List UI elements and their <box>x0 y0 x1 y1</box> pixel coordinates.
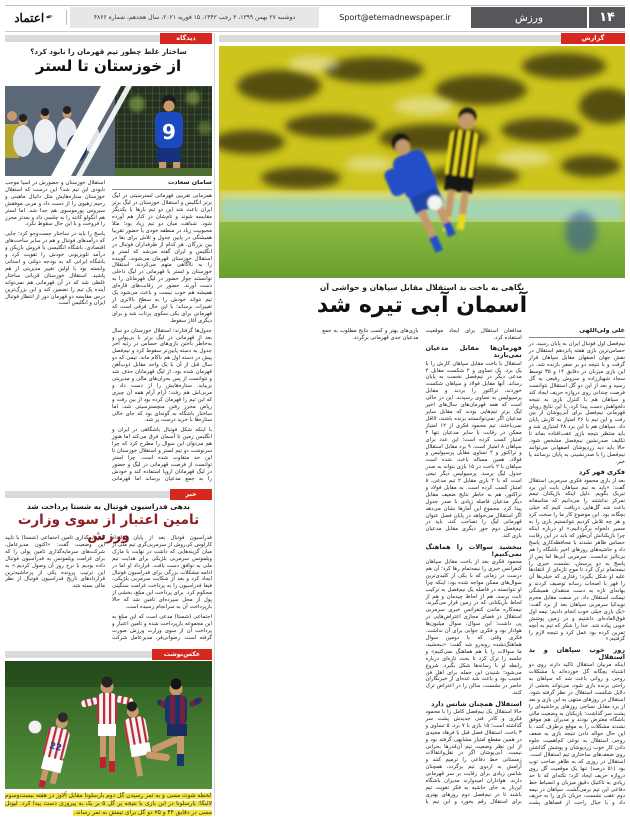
news-kicker: بدهی فدراسیون فوتبال به شستا پرداخت شد <box>27 502 190 511</box>
viewpoint-tag-label: دیدگاه <box>160 33 212 44</box>
viewpoint-tag-strip <box>5 35 160 42</box>
svg-text:22: 22 <box>48 741 63 754</box>
viewpoint-body <box>5 180 212 486</box>
report-body <box>219 328 625 815</box>
subheadline: قهرمان‌ها مقابل مدعیان نمی‌بازند <box>425 344 522 360</box>
photo-note-tag-label: عکس‌نوشت <box>152 649 212 660</box>
header-rule <box>5 31 625 32</box>
report-headline: آسمان آبی تیره شد <box>316 293 528 318</box>
byline: سامان سعادت <box>112 180 212 190</box>
paragraph: نیم‌فصل اول فوتبال ایران به پایان رسید. در حساس‌ترین بازی هفته پانزدهم استقلال در نقش جهان اصفهان مقابل سپاهان قرار گرفت و با نتیجه دو بر صفر بازنده شد. در این بازی میزبان در دقایق ۱۴ و ۳۵ توسط سجاد شهباززاده و سروش رفیعی به گل رسید و بعد از این دو گل استقلال نتوانست فرصت چندانی روی دروازه حریف ایجاد کند و سپاهان هم با کنترل بازی به نتیجه دلخواهش دست پیدا کرد. با این نتایج رویای قهرمانی نیم‌فصل برای آبی‌پوشان از بین رفت و این تیم با ۲۶ امتیاز به کارش پایان داد. سپاهان هم با این برد ۲۸ امتیازی شد و باید منتظر نتیجه بازی عقب‌افتاده بماند تا تکلیف صدرنشین نیم‌فصل مشخص شود. حالا باید دید زردپوشان اصفهانی می‌توانند نیم‌فصل را با صدرنشینی به پایان برسانند یا خیر. <box>528 341 625 465</box>
report-tag-strip <box>219 35 561 42</box>
viewpoint-photo <box>5 86 212 176</box>
paragraph: اینکه مربیان استقلال تاکید دارند روی دو اشتباه بچگانه گل خورده‌اند یا مشکلات روحی و روانی باعث شد که سپاهان به راحتی برنده بازی شود، می‌تواند بخشی از دلایل شکست استقلال در نظر گرفته شود. استقلال در روزهای منتهی به این بازی و بعد از برد مقابل نساجی روزهای پرحاشیه‌ای را پشت سر گذاشت؛ بازیکنان به وضعیت مالی باشگاه معترض بودند و مدیران هم موفق نشدند مشکلات را به موقع برطرف کنند. با این حال حواله دادن نتیجه بازی به ضعف روحی استقلال به نوعی کم‌اهمیت جلوه دادن کار خوب زردپوشان و پوشش گذاشتن روی ضعف‌های ساختاری تیم استقلال است. استقلال در روزی که به ظاهر صاحب توپ بود (۵۱ درصد) تنها یک موقعیت گل روی دروازه حریف ایجاد کرد؛ نکته‌ای که تا حد زیادی به تاکتیک دقیق میزبان و انضباط خط دفاعی این تیم برمی‌گشت. سپاهان در نیمه دوم عقب نشست، جریان بازی را به حریف داد و با خیال راحت از فضاهای پشت مدافعان استقلال برای ایجاد موقعیت استفاده کرد. <box>425 328 625 807</box>
paragraph: همزمانی تقریبی قهرمانی لسترسیتی در لیگ برتر انگلیس و استقلال خوزستان در لیگ برتر ایران باعث شد این دو تیم بارها با یکدیگر مقایسه شوند و نام‌شان در کنار هم آورده شود. شباهت میان دو تیم زیاد بود؛ مثلا محبوبیت زیاد در منطقه خودی یا حضور تقریبا همیشگی در پایین جدول و تلاش برای بقا در بین بزرگان. هر کدام از طرفداران فوتبال در انگلیس و ایران گفته می‌شد که لستر و استقلال خوزستان قهرمان می‌شوند، گوینده را به ناآگاهی متهم می‌کردند. استقلال خوزستان و لستر با قهرمانی در لیگ داخلی توانستند جواز حضور در لیگ قهرمانان را به دست آورند. حضور در رقابت‌های قاره‌ای همیشه هم خوب نیست و باعث می‌شود یک تیم نتواند خودش را به سطح بالاتری از تغییرات برساند؛ با این حال فرقی است که قهرمانی برای یکی سکوی پرتاب شد و برای دیگری آغاز سقوط. <box>112 193 212 324</box>
report-photo-illustration <box>219 46 625 278</box>
paragraph: بعد از بازی محمود فکری سرمربی استقلال گفت: «باید به تیم سپاهان بابت این برد تبریک بگویم. دلیل اینکه بازیکنان تیمم تمرکز نداشتند را می‌دانیم که متاسفانه باعث شد گل‌هایی دریافت کنیم که خیلی بچگانه بود. این موضوع کار ما را سخت کرد و هر چه تلاش کردیم نتوانستیم بازی را به مسیر دلخواه برگردانیم.» او درباره اینکه چرا بازیکنانش آن‌طور که باید در این رقابت حساس ظاهر نشدند با محافظه‌کاری پاسخ داد و حاشیه‌های روزهای اخیر باشگاه را هم بی‌تاثیر ندانست. سرمربی آبی‌ها اما پس از پاسخ به دو پرسش، نشست خبری را نیمه‌تمام ترک کرد تا موج تازه‌ای از انتقادها علیه او شکل بگیرد؛ رفتاری که خیلی‌ها آن را قهر با اصحاب رسانه توصیف کردند و بهانه‌ای تازه به دست منتقدان همیشگی نیمکت استقلال داد. در سمت مقابل محرم نویدکیا سرمربی سپاهان بعد از برد گفت: «یک بازی خیلی خوب انجام دادیم؛ نیمه اول فوق‌العاده‌ای داشتیم و در زمین پوشش خوبی پیاده شد. خدا را شکر که تیم به آنچه تمرین کرده بود عمل کرد و نتیجه لازم را گرفتیم.» <box>528 477 625 643</box>
report-tag-row <box>219 33 625 44</box>
paragraph: جدول‌ها گرفتارند؛ استقلال خوزستان دو سال بعد از قهرمانی در لیگ برتر با بی‌پولی و به‌خاطر باختن بازی‌های حساس در رتبه آخر جدول به دسته پایین‌تر سقوط کرد و نیم‌فصل پیش در دسته اول هم ناکام ماند. تیمی که دو سال قبل از آن با یک واحد مقابل ذوب‌آهن قهرمان شده بود، از لیگ قهرمانان حذف شد و نتوانست از پس بحران‌های مالی و مدیریتی بربیاید. ستاره‌هایش را از دست داد و مربی‌اش هم رفت؛ آرام آرام همه آن چیزی که این تیم را قهرمان کرده بود از بین رفت و ریاض محرز رفتن منچسترسیتی شد، اما ساختار باشگاه به گونه‌ای بود که جای خالی ستاره‌ها با خرید درست پر شد. <box>112 327 212 424</box>
photo-note-tag-strip <box>5 651 152 658</box>
top-rule <box>5 5 625 6</box>
subheadline: روز خوب سپاهان و بد استقلال <box>528 645 625 661</box>
paragraph: محمود فکری بعد از باخت مقابل سپاهان کنفرانس خبری را نیمه‌تمام رها کرد؛ آن هم درست در زمانی که با یکی از کلیدی‌ترین سوال‌های ممکن مواجه شده بود: اینکه چرا او نتوانسته در فاصله یک نیم‌فصل به ترکیب ثابت برسد، هم از لحاظ چیدمان و هم از لحاظ بازیکنانی که در زمین قرار می‌گیرند. نیمه‌کاره ماندن کنفرانس خبری سرمربی استقلال در فضای مجازی اعتراض‌هایی در پی داشت؛ این سوال، سوال میلیون‌ها هوادار بود و فکری جوابی برای آن نداشت. فکری وقتی که با دومین سوال هماهنگ‌نشده روبه‌رو شد گفت: «ببخشید، ما سوالات را با هم هماهنگ نمی‌کنیم» و جلسه را ترک کرد تا بحث تازه‌ای درباره رابطه او با رسانه‌ها شکل بگیرد. شروع می‌شود؛ شنیدن این جمله برای اهل فن عجیب بود و باعث شد عده‌ای از خبرنگاران حاضر در نشست، سالن را در اعتراض ترک کنند. <box>425 559 522 697</box>
report-kicker: نگاهی به باخت بد استقلال مقابل سپاهان و حواشی آن <box>319 283 525 292</box>
date-line: دوشنبه ۲۷ بهمن ۱۳۹۹، ۳ رجب ۱۴۴۲، ۱۵ فوریه ۲۰۲۱، سال هجدهم، شماره ۴۸۶۶ <box>70 7 319 28</box>
paragraph: پاسخ را باید در ساختار جست‌وجو کرد؛ جایی که درآمدهای فوتبال و هم در سایر ساخت‌های اقتصادی، باشگاه انگلیسی با فروش بازیکن و درآمد تلویزیونی خودش را تقویت کرد و باشگاه ایرانی که به بودجه دولتی و استانی وابسته بود با اولین تغییر مدیریتی از هم پاشید. استقلال خوزستان قربانی ساختار غلطی شد که در آن قهرمانی هم نمی‌تواند آینده یک تیم را تضمین کند و این بزرگ‌ترین درس مقایسه دو قهرمان دور از انتظار فوتبال ایران و انگلیس است. <box>5 231 105 307</box>
section-email: Sport@etemadnewspaper.ir <box>319 7 471 28</box>
newspaper-logo <box>5 7 63 28</box>
viewpoint-photo-illustration <box>5 86 212 176</box>
subheadline: ببخشید سوالات را هماهنگ نمی‌کنیم! <box>425 542 522 558</box>
subheadline: استقلال همچنان شانس دارد <box>431 699 522 708</box>
page-header <box>5 7 625 28</box>
paragraph: حالا استقلال یک نیم‌فصل کامل را با محمود فکری و کادر فنی جدیدش پشت سر گذاشته است؛ ۱۵ بازی با ۷ برد، ۵ تساوی و ۳ باخت. استقلال فصل قبل با فرهاد مجیدی در همین مقطع امتیاز مشابهی گرفته بود و از این نظر وضعیت تیم آن‌قدرها بحرانی نیست. آبی‌پوشان اگر در نقل‌وانتقالات زمستانی خط دفاعی را ترمیم کنند و آرامش به اردوی تیم برگردد، همچنان شانس زیادی برای رقابت بر سر قهرمانی دارند. هواداران امیدوارند مدیران باشگاه این‌بار به جای حاشیه به فکر تقویت تیم باشند تا در نیم‌فصل دوم روزهای بهتری برای استقلال رقم بخورد و این تیم با بازی‌های بهتر و کسب نتایج مطلوب به جمع مدعیان جدی قهرمانی برگردد. <box>322 328 522 805</box>
viewpoint-tag-row <box>5 33 212 44</box>
paragraph: استقلال با باخت مقابل سپاهان کارش را با یک برد، یک تساوی و ۲ شکست مقابل ۴ مدعی دیگر در نیم‌فصل نخست به پایان رساند. آنها مقابل فولاد و سپاهان شکست خوردند، تراکتور را بردند و مقابل پرسپولیس به تساوی رسیدند. این در حالی است که همه قهرمان‌های سال‌های اخیر لیگ برتر تیم‌هایی بودند که مقابل سایر مدعیان اگر نمی‌توانستند برنده باشند، لااقل نمی‌باختند. تیم محمود فکری از ۱۲ امتیاز ممکن در رقابت با سایر مدعیان تنها ۴ امتیاز کسب کرده است؛ این عدد برای سپاهان ۸ امتیاز است. ۹ برد مقابل استقلال و تراکتور و ۲ تساوی مقابل پرسپولیس و فولاد، همین مساله باعث شده است سپاهان با ۲ باخت در ۱۵ بازی بتواند به صدر جدول لیگ برسد. پرسپولیس دیگر تیمی است که با ۲ بازی مقابل ۲ تیم مدعی، ۸ امتیاز کسب کرده است. به مقابل فولاد و تراکتور، هم به خاطر نتایج ضعیف مقابل دیگر مدعیان فاصله زیادی با صدر جدول پیدا کرد. مجموع این آمارها نشان می‌دهد اگر استقلال می‌خواهد در پایان فصل عنوان قهرمانی لیگ را تصاحب کند، باید در نیم‌فصل دوم جور دیگری مقابل مدعیان بازی کند. <box>425 360 522 540</box>
subheadline: فکری قهر کرد <box>578 468 625 477</box>
news-title: تامین اعتبار از سوی وزارت ورزش <box>17 512 200 544</box>
report-photo <box>219 46 625 278</box>
section-title: ورزش <box>471 7 587 28</box>
news-tag-row <box>5 489 212 500</box>
photo-note-photo <box>5 661 212 789</box>
brand-name: اعتماد <box>14 10 45 25</box>
byline: علی ولی‌اللهی <box>529 328 625 338</box>
paragraph: اجتماعی (شستا) مدعی است که این مبلغ به این مجموعه بازپرداخت شده و تامین اعتبار و پرداخت آن از سوی وزارت ورزش صورت گرفته است. رضوانی‌فر، مدیرعامل شرکت سرمایه‌گذاری تامین اجتماعی (شستا) با تایید این وضعیت گفت: «اکنون مدیرعامل، شرکت‌های سرمایه‌گذاری تامین پولی را که برای غرامت ویلموتس به فدراسیون فوتبال داده بودیم با نرخ روز آن وصول کردیم.» به این ترتیب پرونده یکی از پرحاشیه‌ترین قراردادهای تاریخ فدراسیون فوتبال از نظر مالی بسته شد. <box>5 535 212 641</box>
header-divider <box>66 10 67 25</box>
news-body <box>5 535 212 647</box>
page-number: ۱۴ <box>589 7 625 28</box>
header-gap <box>587 7 589 28</box>
photo-note-illustration <box>5 661 212 789</box>
report-tag-label: گزارش <box>561 33 625 44</box>
news-tag-strip <box>5 491 170 498</box>
paragraph: فدراسیون فوتبال بعد از پایان قرارداد کارلوس کی‌روش از سرمربی‌گری تیم ملی از میان گزینه‌هایی که داشت در نهایت با مارک ویلموتس سرمربی بلژیکی برای هدایت تیم ملی به توافق دست یافت. قرارداد او اما در ادامه مشکلات بزرگی برای فدراسیون فوتبال ایجاد کرد و بعد از شکایت سرمربی بلژیکی، فیفا فدراسیون را به پرداخت غرامت سنگینی محکوم کرد. برای پرداخت این مبلغ، بخشی از پول از محل سپرده‌ای تامین شد که حالا بازپرداخت آن به سرانجام رسیده است. <box>112 535 212 611</box>
news-tag-label: خبر <box>170 489 212 500</box>
paragraph: با اینکه شکل فوتبال باشگاهی در ایران و انگلیس زمین تا آسمان فرق می‌کند اما هنوز هم می‌توان این سوال را مطرح کرد که چرا سرنوشت دو تیم لستر و استقلال خوزستان تا این حد متفاوت شده است. چرا لستر توانست از فرصت قهرمانی در لیگ و حضور در لیگ قهرمانان اروپا استفاده کند و خودش را به جمع مدعیان برساند اما قهرمانی استقلال خوزستان و حضورش در آسیا موجب نابودی این تیم شد؟ این درست که استقلال خوزستان ستاره‌هایش مثل دانیال ماهینی و رحیم زهیوی را از دست داد و مربی موفقش سیروس پورموسوی هم جدا شد، اما لستر هم انگولو کانته را به چلسی داد و بعدتر محرز را فروخت و با این حال سقوط نکرد. <box>5 180 212 482</box>
photo-note-caption-text: لحظه شوت مسی و به ثمر رسیدن گل دوم بارسلونا مقابل آلاوز در هفته بیست‌وسوم لالیگا؛ بارسلونا در این بازی با نتیجه پر گل ۵ بر یک به پیروزی دست پیدا کرد. لیونل مسی در دقایق ۴۴ و ۷۵ دو گل برای تیمش به ثمر رساند. <box>5 793 212 816</box>
viewpoint-title: از خوزستان تا لستر <box>35 57 182 75</box>
photo-note-caption <box>5 792 212 817</box>
photo-note-tag-row <box>5 649 212 660</box>
column-divider <box>214 33 215 816</box>
pen-nib-icon: ✒ <box>45 11 55 24</box>
svg-text:9: 9 <box>162 120 176 144</box>
viewpoint-kicker: ساختار غلط چطور تیم قهرمان را نابود کرد؟ <box>30 47 187 56</box>
